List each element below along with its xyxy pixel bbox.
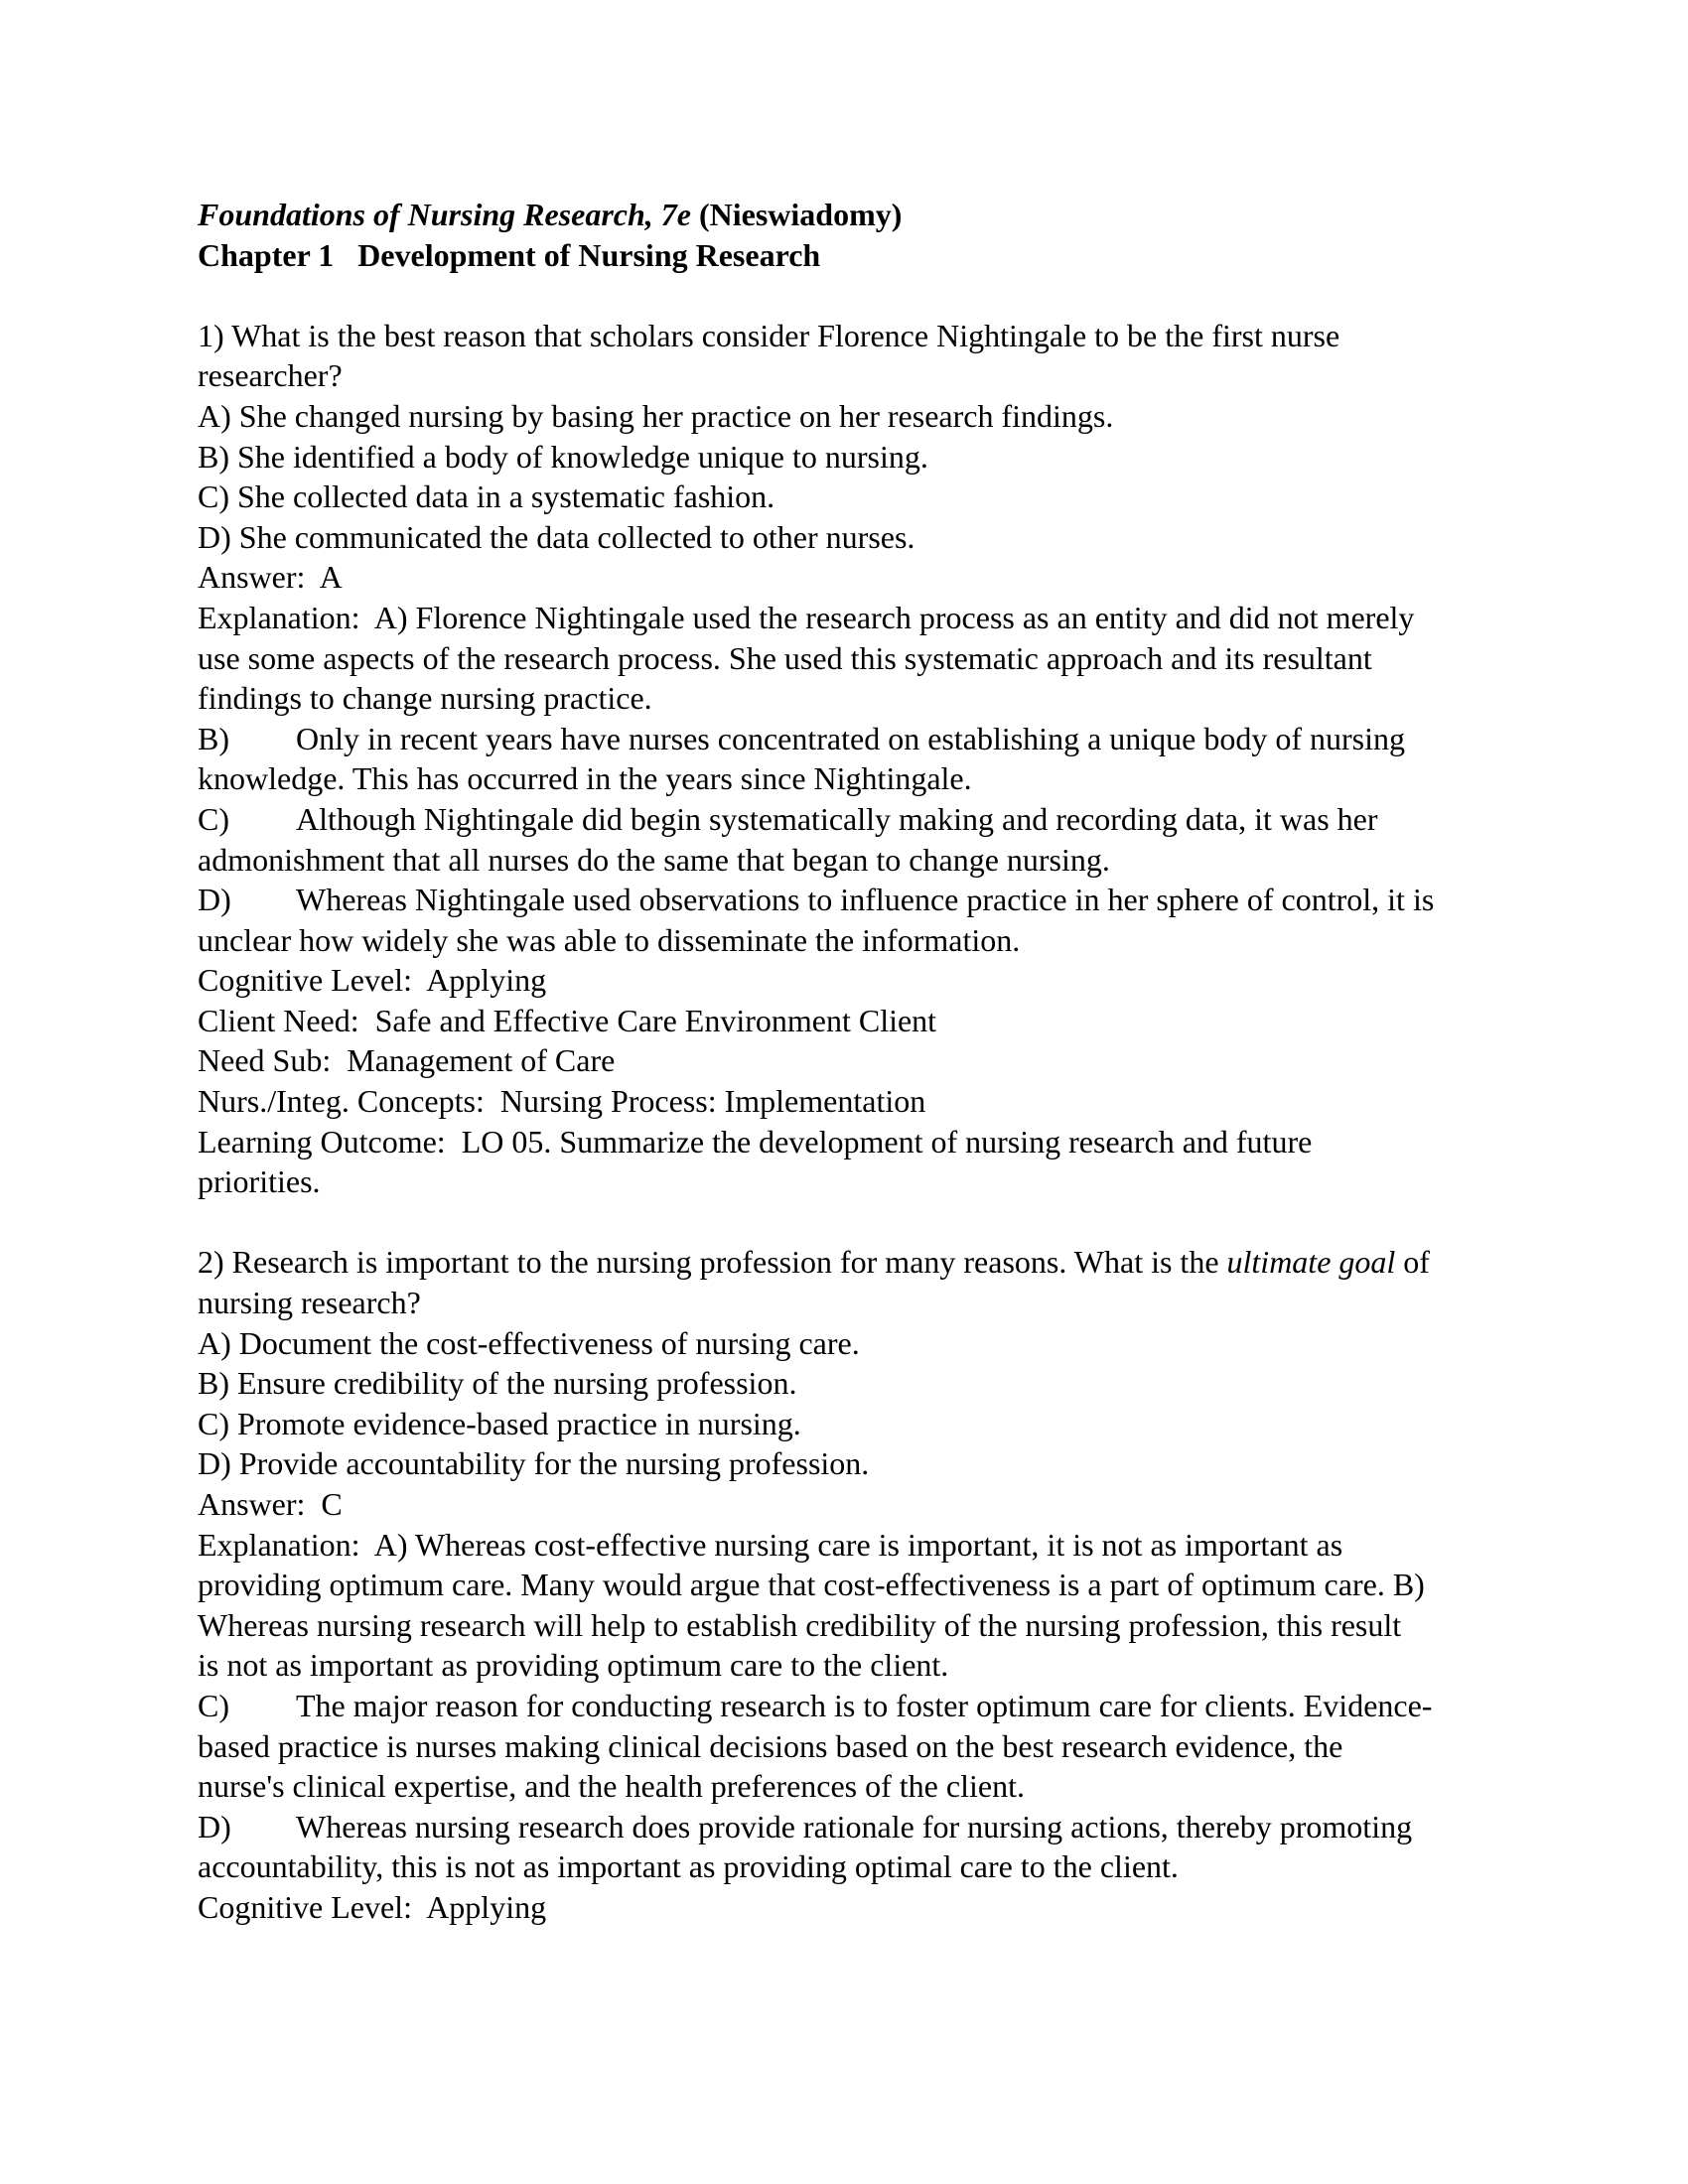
option-b: B) She identified a body of knowledge unique to nursing. xyxy=(198,438,928,475)
rationale-text-cont: unclear how widely she was able to disseminate the information. xyxy=(198,921,1021,958)
rationale-letter: D) xyxy=(198,1808,231,1844)
rationale-letter: B) xyxy=(198,720,229,756)
need-sub: Need Sub: Management of Care xyxy=(198,1042,616,1079)
rationale-d xyxy=(198,1807,1488,1847)
question-text: 1) What is the best reason that scholars consider Florence Nightingale to be the first nurse xyxy=(198,317,1340,353)
question-emphasis: ultimate goal xyxy=(1226,1244,1396,1281)
learning-outcome-cont: priorities. xyxy=(198,1163,321,1200)
question-text xyxy=(198,1242,1488,1283)
option-c: C) She collected data in a systematic fashion. xyxy=(198,478,775,515)
explanation-line: Explanation: A) Florence Nightingale used the research process as an entity and did not merely xyxy=(198,599,1415,635)
book-author: (Nieswiadomy) xyxy=(690,197,903,232)
spacer xyxy=(198,1202,1488,1243)
rationale-text: Only in recent years have nurses concentrated on establishing a unique body of nursing xyxy=(296,720,1406,756)
question-block-2 xyxy=(198,1242,1488,1927)
explanation-line: is not as important as providing optimum care to the client. xyxy=(198,1647,949,1684)
rationale-letter: C) xyxy=(198,1687,229,1723)
rationale-text-cont: admonishment that all nurses do the same that began to change nursing. xyxy=(198,841,1110,878)
question-text-cont: researcher? xyxy=(198,357,343,394)
cognitive-level: Cognitive Level: Applying xyxy=(198,1888,547,1925)
rationale-letter: C) xyxy=(198,800,229,837)
question-text-cont: nursing research? xyxy=(198,1285,421,1321)
rationale-c xyxy=(198,1686,1488,1726)
answer: Answer: C xyxy=(198,1486,343,1522)
cognitive-level: Cognitive Level: Applying xyxy=(198,962,547,999)
explanation-line: use some aspects of the research process. She used this systematic approach and its resultant xyxy=(198,639,1372,676)
nursing-concepts: Nurs./Integ. Concepts: Nursing Process: Implementation xyxy=(198,1083,926,1120)
learning-outcome: Learning Outcome: LO 05. Summarize the development of nursing research and future xyxy=(198,1123,1313,1160)
rationale-text-cont: nurse's clinical expertise, and the health preferences of the client. xyxy=(198,1768,1025,1805)
rationale-text: Whereas nursing research does provide rationale for nursing actions, thereby promoting xyxy=(296,1808,1413,1844)
book-title: Foundations of Nursing Research, 7e xyxy=(198,197,691,232)
spacer xyxy=(198,275,1488,316)
rationale-c xyxy=(198,799,1488,840)
question-text-post: of xyxy=(1395,1244,1430,1281)
rationale-d xyxy=(198,880,1488,920)
client-need: Client Need: Safe and Effective Care Environment Client xyxy=(198,1002,937,1038)
option-a: A) Document the cost-effectiveness of nursing care. xyxy=(198,1324,860,1361)
answer: Answer: A xyxy=(198,559,343,596)
rationale-text-cont: knowledge. This has occurred in the years since Nightingale. xyxy=(198,760,972,797)
book-title-line xyxy=(198,195,1488,235)
document-page xyxy=(198,195,1488,1928)
rationale-text: The major reason for conducting research is to foster optimum care for clients. Evidence- xyxy=(296,1687,1433,1723)
option-d: D) Provide accountability for the nursing profession. xyxy=(198,1445,870,1482)
explanation-line: findings to change nursing practice. xyxy=(198,680,652,717)
chapter-title: Chapter 1 Development of Nursing Research xyxy=(198,236,821,273)
rationale-b xyxy=(198,719,1488,759)
option-c: C) Promote evidence-based practice in nursing. xyxy=(198,1405,801,1441)
rationale-text: Although Nightingale did begin systematically making and recording data, it was her xyxy=(296,800,1378,837)
rationale-text-cont: accountability, this is not as important as providing optimal care to the client. xyxy=(198,1848,1179,1885)
explanation-line: Whereas nursing research will help to establish credibility of the nursing profession, this result xyxy=(198,1606,1402,1643)
question-text-pre: 2) Research is important to the nursing profession for many reasons. What is the xyxy=(198,1244,1227,1281)
option-b: B) Ensure credibility of the nursing profession. xyxy=(198,1365,797,1402)
explanation-line: Explanation: A) Whereas cost-effective nursing care is important, it is not as important as xyxy=(198,1526,1343,1563)
option-d: D) She communicated the data collected to other nurses. xyxy=(198,518,915,555)
explanation-line: providing optimum care. Many would argue that cost-effectiveness is a part of optimum care. B) xyxy=(198,1567,1425,1603)
rationale-text: Whereas Nightingale used observations to influence practice in her sphere of control, it is xyxy=(296,882,1435,918)
rationale-text-cont: based practice is nurses making clinical decisions based on the best research evidence, the xyxy=(198,1727,1343,1764)
question-block-1 xyxy=(198,316,1488,1202)
rationale-letter: D) xyxy=(198,882,231,918)
option-a: A) She changed nursing by basing her practice on her research findings. xyxy=(198,397,1114,434)
